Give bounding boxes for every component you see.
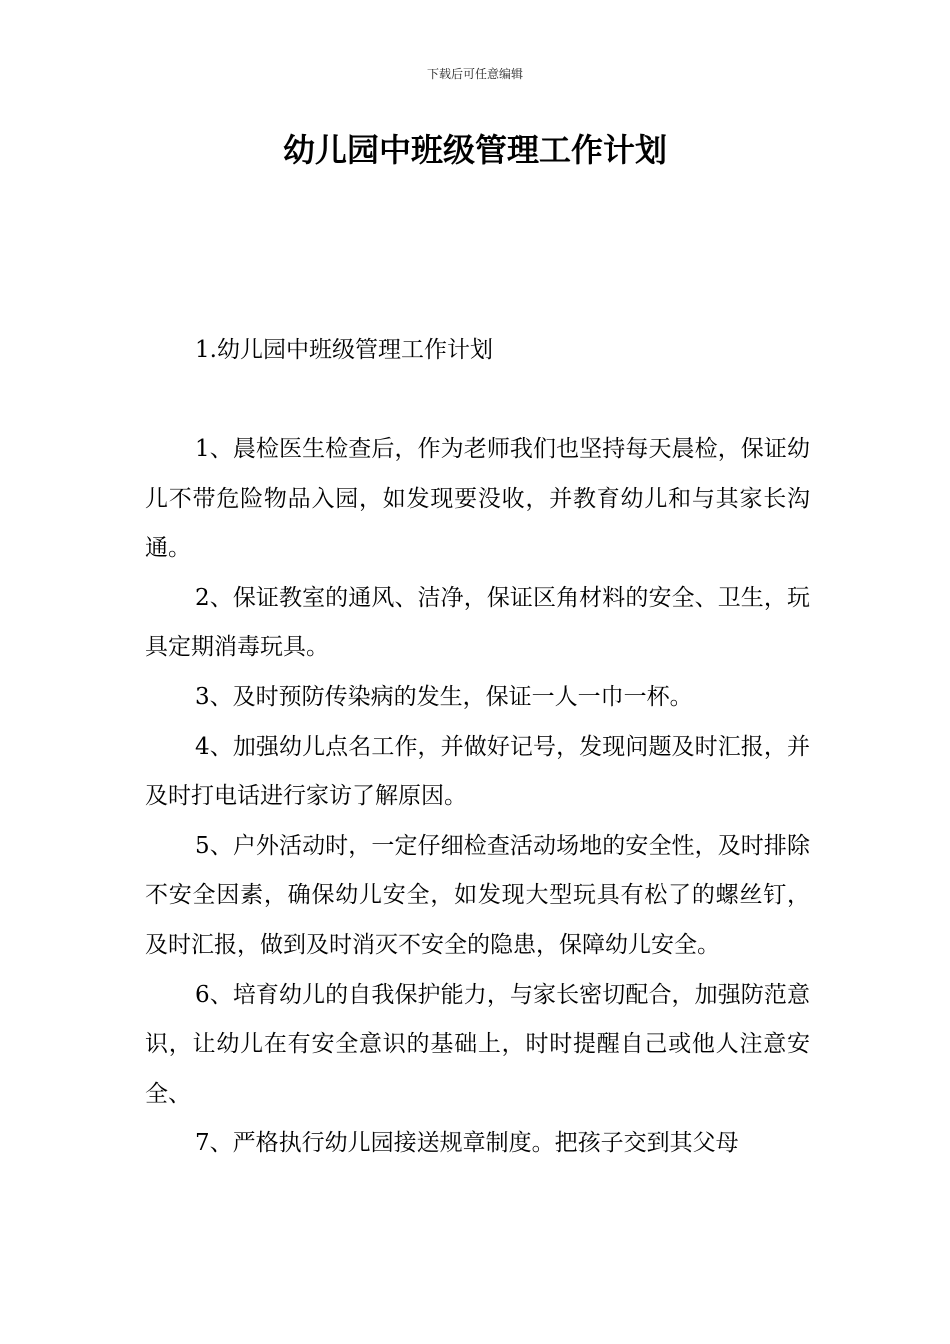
paragraph-2: 2、保证教室的通风、洁净，保证区角材料的安全、卫生，玩具定期消毒玩具。 bbox=[145, 584, 810, 661]
document-body bbox=[145, 425, 810, 1169]
paragraph-5: 5、户外活动时，一定仔细检查活动场地的安全性，及时排除不安全因素，确保幼儿安全，如发现大型玩具有松了的螺丝钉，及时汇报，做到及时消灭不安全的隐患，保障幼儿安全。 bbox=[145, 832, 810, 958]
paragraph-7: 7、严格执行幼儿园接送规章制度。把孩子交到其父母 bbox=[195, 1130, 739, 1157]
header-note: 下载后可任意编辑 bbox=[426, 67, 523, 81]
paragraph-4: 4、加强幼儿点名工作，并做好记号，发现问题及时汇报，并及时打电话进行家访了解原因。 bbox=[145, 733, 810, 810]
paragraph-3: 3、及时预防传染病的发生，保证一人一巾一杯。 bbox=[195, 683, 693, 710]
section-heading: 1.幼儿园中班级管理工作计划 bbox=[195, 337, 493, 363]
paragraph-1: 1、晨检医生检查后，作为老师我们也坚持每天晨检，保证幼儿不带危险物品入园，如发现要没收，并教育幼儿和与其家长沟通。 bbox=[145, 436, 810, 562]
document-title: 幼儿园中班级管理工作计划 bbox=[282, 131, 667, 169]
paragraph-6: 6、培育幼儿的自我保护能力，与家长密切配合，加强防范意识，让幼儿在有安全意识的基础上，时时提醒自己或他人注意安全、 bbox=[145, 981, 810, 1107]
